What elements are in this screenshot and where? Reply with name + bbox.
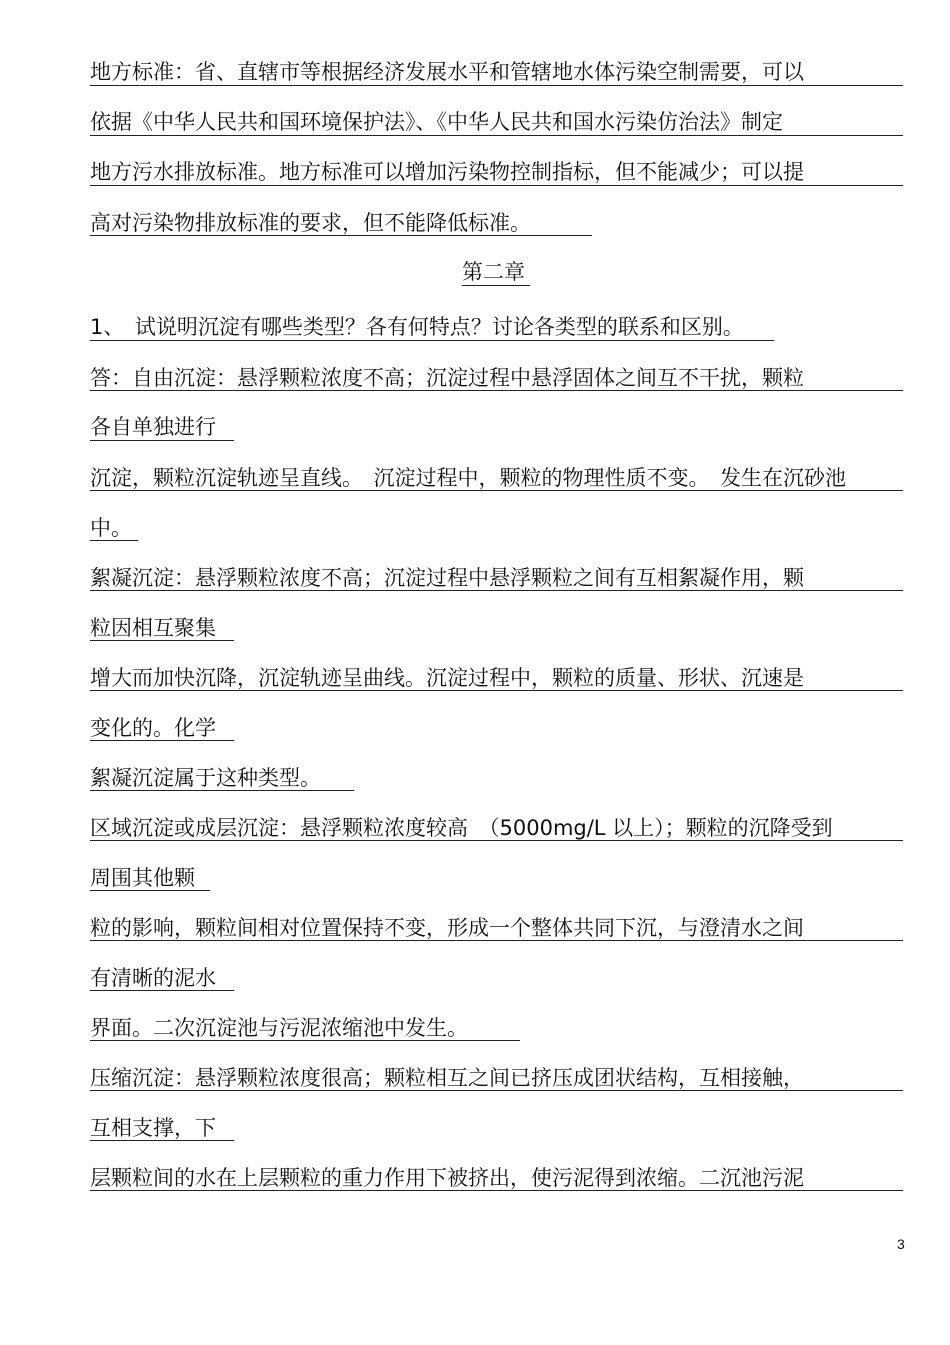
text-line-6-content: 答：自由沉淀：悬浮颗粒浓度不高；沉淀过程中悬浮固体之间互不干扰，颗粒: [90, 366, 804, 390]
underline-4: [90, 235, 592, 236]
text-line-18-content: 有清晰的泥水: [90, 966, 216, 990]
underline-19: [90, 1040, 520, 1041]
underline-11: [90, 640, 234, 641]
text-line-9-content: 中。: [90, 516, 132, 540]
text-line-2-content: 依据《中华人民共和国环境保护法》、《中华人民共和国水污染仿治法》制定: [90, 110, 783, 134]
chapter-title: 第二章: [462, 260, 525, 284]
text-line-13-content: 变化的。化学: [90, 716, 216, 740]
underline-21: [90, 1140, 234, 1141]
text-line-16-content: 周围其他颗: [90, 866, 195, 890]
underline-13: [90, 740, 234, 741]
text-line-20-content: 压缩沉淀：悬浮颗粒浓度很高；颗粒相互之间已挤压成团状结构，互相接触，: [90, 1066, 804, 1090]
underline-18: [90, 990, 234, 991]
underline-3: [90, 185, 903, 186]
underline-15: [90, 840, 903, 841]
text-line-15-content: 区域沉淀或成层沉淀：悬浮颗粒浓度较高 （5000mg/L 以上）；颗粒的沉降受到: [90, 816, 833, 840]
text-line-11-content: 粒因相互聚集: [90, 616, 216, 640]
underline-12: [90, 690, 903, 691]
underline-14: [90, 790, 354, 791]
underline-20: [90, 1090, 903, 1091]
text-line-22-content: 层颗粒间的水在上层颗粒的重力作用下被挤出，使污泥得到浓缩。二沉池污泥: [90, 1166, 804, 1190]
question-line-content: 1、 试说明沉淀有哪些类型？各有何特点？讨论各类型的联系和区别。: [90, 315, 744, 339]
text-line-19-content: 界面。二次沉淀池与污泥浓缩池中发生。: [90, 1016, 468, 1040]
text-line-4-content: 高对污染物排放标准的要求，但不能降低标准。: [90, 211, 531, 235]
text-line-10-content: 絮凝沉淀：悬浮颗粒浓度不高；沉淀过程中悬浮颗粒之间有互相絮凝作用，颗: [90, 566, 804, 590]
underline-7: [90, 440, 234, 441]
underline-1: [90, 85, 903, 86]
underline-22: [90, 1190, 903, 1191]
text-line-17-content: 粒的影响，颗粒间相对位置保持不变，形成一个整体共同下沉，与澄清水之间: [90, 916, 804, 940]
underline-17: [90, 940, 903, 941]
text-line-7-content: 各自单独进行: [90, 415, 216, 439]
underline-5: [90, 340, 774, 341]
chapter-title-underline: [462, 285, 530, 286]
underline-2: [90, 135, 903, 136]
text-line-12-content: 增大而加快沉降，沉淀轨迹呈曲线。沉淀过程中，颗粒的质量、形状、沉速是: [90, 666, 804, 690]
underline-16: [90, 890, 210, 891]
text-line-3-content: 地方污水排放标准。地方标准可以增加污染物控制指标，但不能减少；可以提: [90, 160, 804, 184]
text-line-21-content: 互相支撑，下: [90, 1116, 216, 1140]
underline-8: [90, 490, 903, 491]
text-line-8-content: 沉淀，颗粒沉淀轨迹呈直线。 沉淀过程中，颗粒的物理性质不变。 发生在沉砂池: [90, 466, 846, 490]
text-line-14-content: 絮凝沉淀属于这种类型。: [90, 766, 321, 790]
underline-9: [90, 540, 138, 541]
text-line-1-content: 地方标准：省、直辖市等根据经济发展水平和管辖地水体污染空制需要，可以: [90, 60, 804, 84]
underline-6: [90, 390, 903, 391]
page-number: 3: [897, 1236, 905, 1252]
underline-10: [90, 590, 903, 591]
